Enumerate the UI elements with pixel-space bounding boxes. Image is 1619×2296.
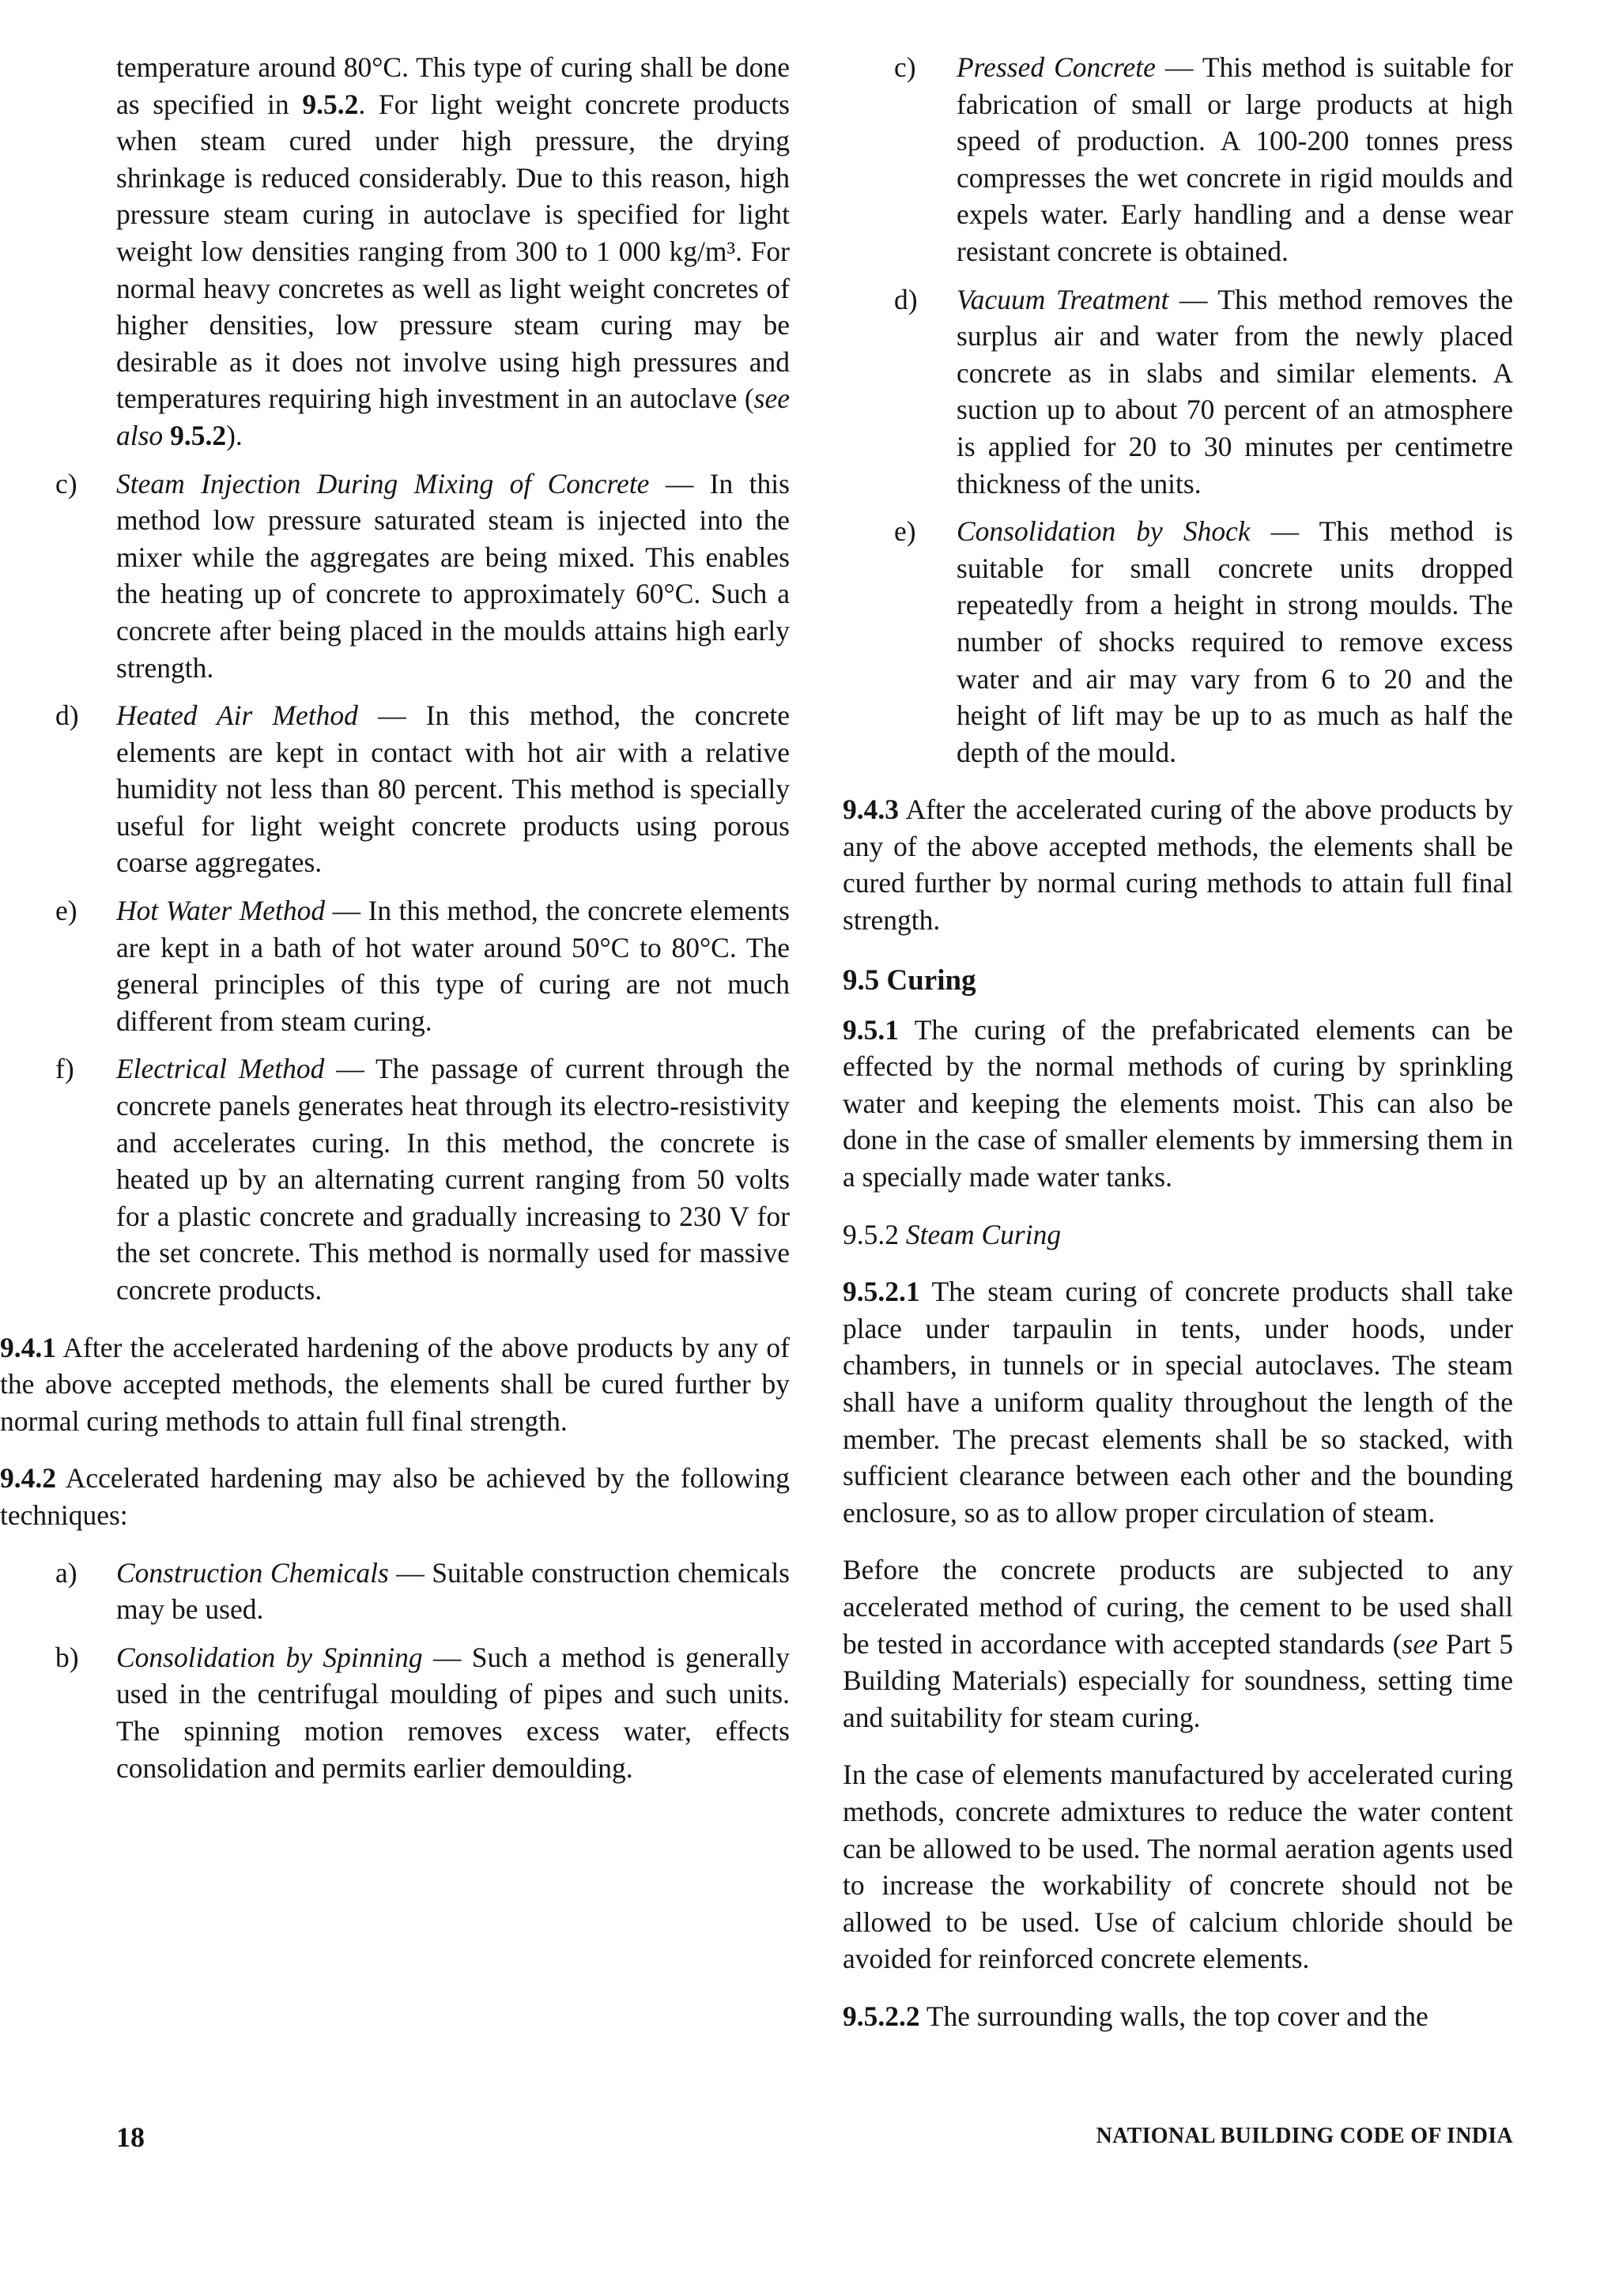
list-item-electrical: f) Electrical Method — The passage of current through the concrete panels generates heat through its electro-resistivity and accelerates curing. In this method, the concrete is heated up by an alternating current ranging from 50 volts for a plastic concrete and gradually increasing to 230 V for the set concrete. This method is normally used for massive concrete products. — [55, 1053, 790, 1306]
page-footer — [116, 2121, 1513, 2160]
paragraph-9-4-3: 9.4.3 After the accelerated curing of the above products by any of the above accepted methods, the elements shall be cured further by normal curing methods to attain full final strength. — [843, 794, 1513, 937]
list-item-vacuum-treatment: d) Vacuum Treatment — This method removes the surplus air and water from the newly placed concrete as in slabs and similar elements. A suction up to about 70 percent of an atmosphere is applied for 20 to 30 minutes per centimetre thickness of the units. — [894, 283, 1513, 500]
list-item-hot-water: e) Hot Water Method — In this method, the concrete elements are kept in a bath of hot water around 50°C to 80°C. The general principles of this type of curing are not much different from steam curing. — [55, 895, 790, 1037]
list-item-heated-air: d) Heated Air Method — In this method, the concrete elements are kept in contact with hot air with a relative humidity not less than 80 percent. This method is specially useful for light weight concrete products using porous coarse aggregates. — [55, 699, 790, 879]
paragraph-9-4-2: 9.4.2 Accelerated hardening may also be achieved by the following techniques: — [0, 1462, 790, 1531]
page-number: 18 — [116, 2121, 145, 2153]
list-item-spinning: b) Consolidation by Spinning — Such a method is generally used in the centrifugal moulding of pipes and such units. The spinning motion removes excess water, effects consolidation and permits earlier demoulding. — [55, 1641, 790, 1784]
paragraph-before-curing: Before the concrete products are subjected to any accelerated method of curing, the cement to be used shall be tested in accordance with accepted standards (see Part 5 Building Materials) especially for soundness, setting time and suitability for steam curing. — [843, 1554, 1514, 1733]
heading-9-5-2-steam-curing: 9.5.2 Steam Curing — [843, 1218, 1062, 1250]
list-item-steam-injection: c) Steam Injection During Mixing of Concrete — In this method low pressure saturated steam is injected into the mixer while the aggregates are being mixed. This enables the heating up of concrete to approximately 60°C. Such a concrete after being placed in the moulds attains high early strength. — [55, 467, 790, 684]
list-item-construction-chemicals: a) Construction Chemicals — Suitable construction chemicals may be used. — [55, 1556, 790, 1626]
left-column — [0, 49, 790, 1786]
paragraph-admixtures: In the case of elements manufactured by accelerated curing methods, concrete admixtures to reduce the water content can be allowed to be used. The normal aeration agents used to increase the workability of concrete should not be allowed to be used. Use of calcium chloride should be avoided for reinforced concrete elements. — [843, 1759, 1513, 1975]
list-item-pressed-concrete: c) Pressed Concrete — This method is suitable for fabrication of small or large products at high speed of production. A 100-200 tonnes press compresses the wet concrete in rigid moulds and expels water. Early handling and a dense wear resistant concrete is obtained. — [894, 51, 1513, 267]
paragraph-9-5-1: 9.5.1 The curing of the prefabricated elements can be effected by the normal methods of curing by sprinkling water and keeping the elements moist. This can also be done in the case of smaller elements by immersing them in a specially made water tanks. — [843, 1013, 1513, 1193]
document-title: NATIONAL BUILDING CODE OF INDIA — [1096, 2124, 1513, 2148]
continuation-paragraph: temperature around 80°C. This type of curing shall be done as specified in 9.5.2. For light weight concrete products when steam cured under high pressure, the drying shrinkage is reduced considerably. Due to this reason, high pressure steam curing in autoclave is specified for light weight low densities ranging from 300 to 1 000 kg/m³. For normal heavy concretes as well as light weight concretes of higher densities, low pressure steam curing may be desirable as it does not involve using high pressures and temperatures requiring high investment in an autoclave (see also 9.5.2). — [116, 51, 790, 451]
right-column — [843, 49, 1513, 2035]
paragraph-9-5-2-1: 9.5.2.1 The steam curing of concrete products shall take place under tarpaulin in tents, under hoods, under chambers, in tunnels or in special autoclaves. The steam shall have a uniform quality throughout the length of the member. The precast elements shall be so stacked, with sufficient clearance between each other and the bounding enclosure, so as to allow proper circulation of steam. — [843, 1276, 1513, 1529]
paragraph-9-4-1: 9.4.1 After the accelerated hardening of the above products by any of the above accepted methods, the elements shall be cured further by normal curing methods to attain full final strength. — [0, 1331, 790, 1437]
heading-9-5-curing: 9.5 Curing — [843, 963, 976, 997]
paragraph-9-5-2-2: 9.5.2.2 The surrounding walls, the top cover and the — [843, 2000, 1428, 2032]
list-item-shock: e) Consolidation by Shock — This method is suitable for small concrete units dropped repeatedly from a height in strong moulds. The number of shocks required to remove excess water and air may vary from 6 to 20 and the height of lift may be up to as much as half the depth of the mould. — [894, 515, 1514, 768]
